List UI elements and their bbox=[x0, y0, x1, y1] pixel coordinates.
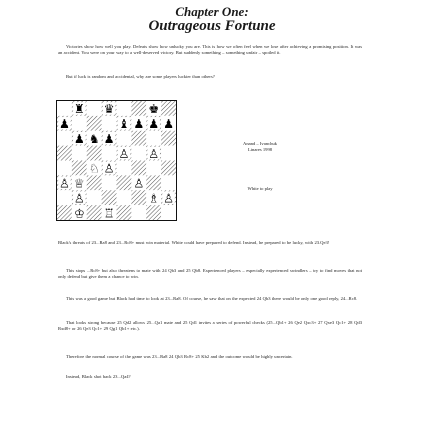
dark-square bbox=[161, 131, 176, 146]
light-square bbox=[161, 146, 176, 161]
intro-paragraph-1: Victories show how well you play. Defeats show how unlucky you are. This is how we often feel when we lose after achieving a promising position. It was an accident. You were on your way to a well-deserved victory. But suddenly something – something unfair – spoiled it. bbox=[58, 44, 362, 55]
body-paragraph-1: Black's threats of 23...Ra8 and 23...Rc8+ must win material. White could have prepared to defend. Instead, he prepared to be lucky, with 23.Qe3! bbox=[58, 240, 330, 245]
intro-paragraph-2: But if luck is random and accidental, why are some players luckier than others? bbox=[66, 74, 215, 79]
light-square bbox=[57, 190, 72, 205]
light-square bbox=[117, 131, 132, 146]
light-square bbox=[102, 116, 117, 131]
chess-piece-icon bbox=[74, 177, 85, 191]
chess-piece-icon bbox=[74, 206, 85, 220]
dark-square bbox=[161, 161, 176, 176]
light-square bbox=[57, 161, 72, 176]
dark-square bbox=[131, 101, 146, 116]
dark-square bbox=[161, 101, 176, 116]
dark-square bbox=[57, 205, 72, 220]
chess-piece-icon bbox=[104, 102, 115, 116]
body-paragraph-4: That looks strong because 25 Qd2 allows 25...Qa1 mate and 25 Qd1 invites a series of powerful checks (25...Qb1+ 26 Qe2 Qxc3+ 27 Qxe3 Qc1+ 28 Qd3 Rxd8+ or 26 Qe3 Qc1+ 29 Qg1 Qb1+ etc.). bbox=[58, 320, 362, 331]
light-square bbox=[117, 161, 132, 176]
chess-diagram bbox=[56, 100, 177, 221]
chess-piece-icon bbox=[104, 206, 115, 220]
body-paragraph-5: Therefore the normal course of the game was 23...Ra8 24 Qb3 Rc8+ 25 Kb2 and the outcome would be highly uncertain. bbox=[66, 354, 293, 359]
light-square bbox=[131, 205, 146, 220]
dark-square bbox=[57, 146, 72, 161]
chess-piece-icon bbox=[133, 117, 144, 131]
dark-square bbox=[146, 175, 161, 190]
dark-square bbox=[87, 205, 102, 220]
chess-piece-icon bbox=[74, 102, 85, 116]
dark-square bbox=[131, 161, 146, 176]
dark-square bbox=[102, 190, 117, 205]
light-square bbox=[161, 175, 176, 190]
chess-piece-icon bbox=[163, 191, 174, 205]
dark-square bbox=[117, 205, 132, 220]
light-square bbox=[131, 146, 146, 161]
chapter-title: Outrageous Fortune bbox=[148, 18, 276, 34]
chess-piece-icon bbox=[59, 177, 70, 191]
light-square bbox=[117, 101, 132, 116]
dark-square bbox=[146, 205, 161, 220]
chess-piece-icon bbox=[133, 177, 144, 191]
light-square bbox=[102, 146, 117, 161]
dark-square bbox=[72, 161, 87, 176]
dark-square bbox=[87, 175, 102, 190]
light-square bbox=[146, 161, 161, 176]
body-paragraph-6: Instead, Black shot back 23...Qa4? bbox=[66, 374, 131, 379]
light-square bbox=[72, 116, 87, 131]
chess-piece-icon bbox=[148, 102, 159, 116]
light-square bbox=[117, 190, 132, 205]
chess-board bbox=[56, 100, 177, 221]
dark-square bbox=[117, 175, 132, 190]
light-square bbox=[87, 190, 102, 205]
chess-piece-icon bbox=[148, 117, 159, 131]
chess-piece-icon bbox=[89, 162, 100, 176]
move-caption: White to play bbox=[247, 186, 273, 191]
light-square bbox=[87, 101, 102, 116]
light-square bbox=[57, 101, 72, 116]
game-event: Linares 1998 bbox=[247, 146, 273, 152]
chess-piece-icon bbox=[118, 147, 129, 161]
game-players: Anand – Ivanchuk bbox=[243, 141, 277, 146]
light-square bbox=[161, 205, 176, 220]
light-square bbox=[57, 131, 72, 146]
chess-piece-icon bbox=[104, 132, 115, 146]
dark-square bbox=[87, 116, 102, 131]
body-paragraph-3: This was a good game but Black had time to look at 23...Ra8. Of course, he saw that on the expected 24 Qb3 there would be only one good reply, 24...Rc8. bbox=[66, 296, 358, 301]
chess-piece-icon bbox=[74, 132, 85, 146]
dark-square bbox=[131, 190, 146, 205]
chess-piece-icon bbox=[118, 117, 129, 131]
light-square bbox=[102, 175, 117, 190]
chess-piece-icon bbox=[148, 191, 159, 205]
chapter-label: Chapter One: bbox=[175, 4, 249, 19]
chess-board-squares bbox=[57, 101, 176, 220]
chess-piece-icon bbox=[163, 117, 174, 131]
chess-piece-icon bbox=[104, 162, 115, 176]
chess-piece-icon bbox=[74, 191, 85, 205]
dark-square bbox=[87, 146, 102, 161]
body-paragraph-2: This stops ...Rc8+ but also threatens to mate with 24 Qb3 and 25 Qb8. Experienced players – especially experienced swindlers – try to find moves that not only defend but give them a chance to win. bbox=[58, 268, 362, 279]
light-square bbox=[146, 131, 161, 146]
chess-piece-icon bbox=[148, 147, 159, 161]
game-caption bbox=[225, 141, 295, 152]
dark-square bbox=[131, 131, 146, 146]
chess-piece-icon bbox=[89, 132, 100, 146]
light-square bbox=[72, 146, 87, 161]
chess-piece-icon bbox=[59, 117, 70, 131]
